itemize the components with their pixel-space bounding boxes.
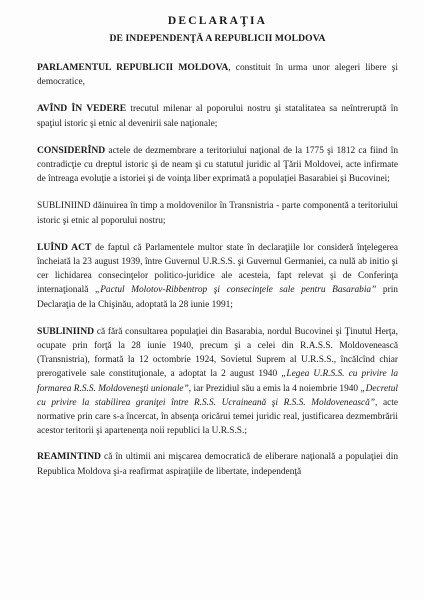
paragraph-text: , constituit în urma unor alegeri libere şi democratice,: [37, 63, 398, 88]
paragraph-text: , iar Prezidiul său a emis la 4 noiembrie 1940: [188, 383, 361, 394]
paragraph-lead: AVÎND ÎN VEDERE: [37, 103, 127, 115]
paragraph-avind-in-vedere: [37, 102, 398, 130]
paragraph-subliniind-consultare: [37, 325, 398, 439]
paragraph-text: de faptul că Parlamentele multor state în declaraţiile lor consideră înţelegerea încheiată la 23 august 1939, între Guvernul U.R.S.S. şi Guvernul Germaniei, ca nulă ab initio şi cer lichidarea consecinţelor politico-juridice ale acesteia, fapt relevat şi de Conferinţa internaţională: [37, 242, 399, 296]
paragraph-lead: LUÎND ACT: [37, 241, 92, 253]
paragraph-text: că fără consultarea populaţiei din Basarabia, nordul Bucovinei şi Ţinutul Herţa, ocupate prin forţă la 28 iunie 1940, precum şi a celei din R.A.S.S. Moldovenească (Transnistria), formată la 12 octombrie 1924, Sovietul Suprem al U.R.S.S., încălcînd chiar prerogativele sale constituţionale, a adoptat la 2 august 1940: [37, 326, 398, 380]
document-title: DECLARAŢIA: [167, 15, 268, 27]
paragraph-citation: „Decretul cu privire la stabilirea graniţei între R.S.S. Ucraineană şi R.S.S. Moldovenească”: [37, 383, 398, 408]
paragraph-text: că în ultimii ani mişcarea democratică de eliberare naţională a populaţiei din Republica Moldova şi-a reafirmat aspiraţiile de libertate, independenţă: [37, 452, 398, 477]
paragraph-citation: „Legea U.R.S.S. cu privire la formarea R.S.S. Moldoveneşti unionale”: [37, 369, 398, 394]
paragraph-lead: CONSIDERÎND: [37, 144, 106, 156]
paragraph-reamintind: [37, 450, 398, 478]
paragraph-considerind: [37, 144, 398, 187]
document-subtitle: DE INDEPENDENŢĂ A REPUBLICII MOLDOVA: [109, 33, 326, 44]
paragraph-subliniind-transnistria: [37, 199, 398, 227]
paragraph-text: , acte normative prin care s-a încercat, în absenţa oricărui temei juridic real, justificarea dezmembrării acestor teritorii şi apartenenţa noii republici la U.R.S.S.;: [37, 397, 398, 437]
paragraph-parlament: [37, 61, 398, 89]
paragraph-text: prin Declaraţia de la Chişinău, adoptată la 28 iunie 1991;: [37, 285, 398, 310]
paragraph-text: actele de dezmembrare a teritoriului naţional de la 1775 şi 1812 ca fiind în contradicţie cu dreptul istoric şi de neam şi cu statutul juridic al Ţării Moldovei, acte infirmate de întreaga evoluţie a istoriei şi de voinţa liber exprimată a populaţiei Basarabiei şi Bucovinei;: [37, 145, 398, 185]
paragraph-citation: „Pactul Molotov-Ribbentrop şi consecinţele sale pentru Basarabia”: [95, 285, 377, 296]
paragraph-text: dăinuirea în timp a moldovenilor în Transnistria - parte componentă a teritoriului istoric şi etnic al poporului nostru;: [37, 201, 398, 226]
paragraph-text: trecutul milenar al poporului nostru şi statalitatea sa neîntreruptă în spaţiul istoric şi etnic al devenirii sale naţionale;: [37, 104, 398, 129]
paragraph-luind-act: [37, 241, 398, 312]
paragraph-lead: SUBLINIIND: [37, 201, 91, 212]
paragraph-lead: REAMINTIND: [37, 451, 101, 463]
paragraph-lead: PARLAMENTUL REPUBLICII MOLDOVA: [37, 62, 229, 73]
paragraph-lead: SUBLINIIND: [37, 325, 95, 337]
